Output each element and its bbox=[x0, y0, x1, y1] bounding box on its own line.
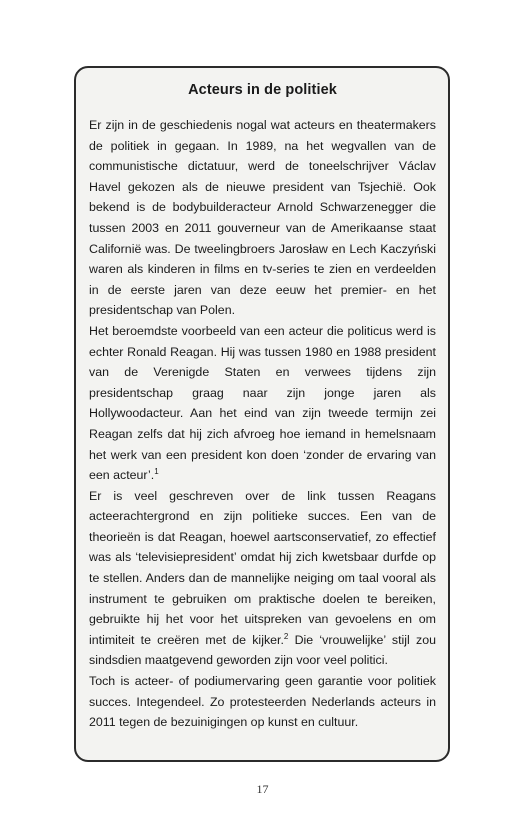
footnote-ref-1[interactable]: 1 bbox=[154, 466, 159, 476]
paragraph-1-text: Er zijn in de geschiedenis nogal wat acteurs en theatermakers de politiek in gegaan. In 1989, na het wegvallen van de communistische dictatuur, werd de toneelschrijver Václav Havel gekozen als de nieuwe president van Tsjechië. Ook bekend is de bodybuilderacteur Arnold Schwarzenegger die tussen 2003 en 2011 gouverneur van de Amerikaanse staat Californië was. De tweelingbroers Jarosław en Lech Kaczyński waren als kinderen in films en tv-series te zien en verdeelden in de eerste jaren van deze eeuw het premier- en het presidentschap van Polen. bbox=[89, 118, 436, 318]
sidebar-box bbox=[74, 66, 450, 762]
paragraph-2-text: Het beroemdste voorbeeld van een acteur die politicus werd is echter Ronald Reagan. Hij was tussen 1980 en 1988 president van de Verenigde Staten en verwees tijdens zijn presidentschap graag naar zijn jonge jaren als Hollywoodacteur. Aan het eind van zijn tweede termijn zei Reagan zelfs dat hij zich afvroeg hoe iemand in hemelsnaam het werk van een president kon doen ‘zonder de ervaring van een acteur’. bbox=[89, 323, 436, 483]
paragraph-2 bbox=[89, 321, 436, 486]
box-body bbox=[89, 115, 436, 733]
paragraph-3 bbox=[89, 486, 436, 671]
page-number: 17 bbox=[256, 782, 269, 796]
box-title: Acteurs in de politiek bbox=[188, 82, 337, 98]
paragraph-1 bbox=[89, 115, 436, 321]
paragraph-4-text: Toch is acteer- of podiumervaring geen garantie voor politiek succes. Integendeel. Zo protesteerden Nederlands acteurs in 2011 tegen de bezuinigingen op kunst en cultuur. bbox=[89, 674, 436, 730]
paragraph-4 bbox=[89, 671, 436, 733]
paragraph-3-text-after: Die ‘vrouwelijke’ stijl zou sindsdien maatgevend geworden zijn voor veel politici. bbox=[89, 632, 436, 668]
footnote-ref-2[interactable]: 2 bbox=[283, 631, 289, 641]
paragraph-3-text: Er is veel geschreven over de link tussen Reagans acteerachtergrond en zijn politieke succes. Een van de theorieën is dat Reagan, hoewel aartsconservatief, zo effectief was als ‘televisiepresident’ omdat hij zich kwetsbaar durfde op te stellen. Anders dan de mannelijke neiging om taal vooral als instrument te gebruiken om praktische doelen te bereiken, gebruikte hij het voor het uitspreken van gevoelens en om intimiteit te creëren met de kijker. bbox=[89, 488, 436, 647]
